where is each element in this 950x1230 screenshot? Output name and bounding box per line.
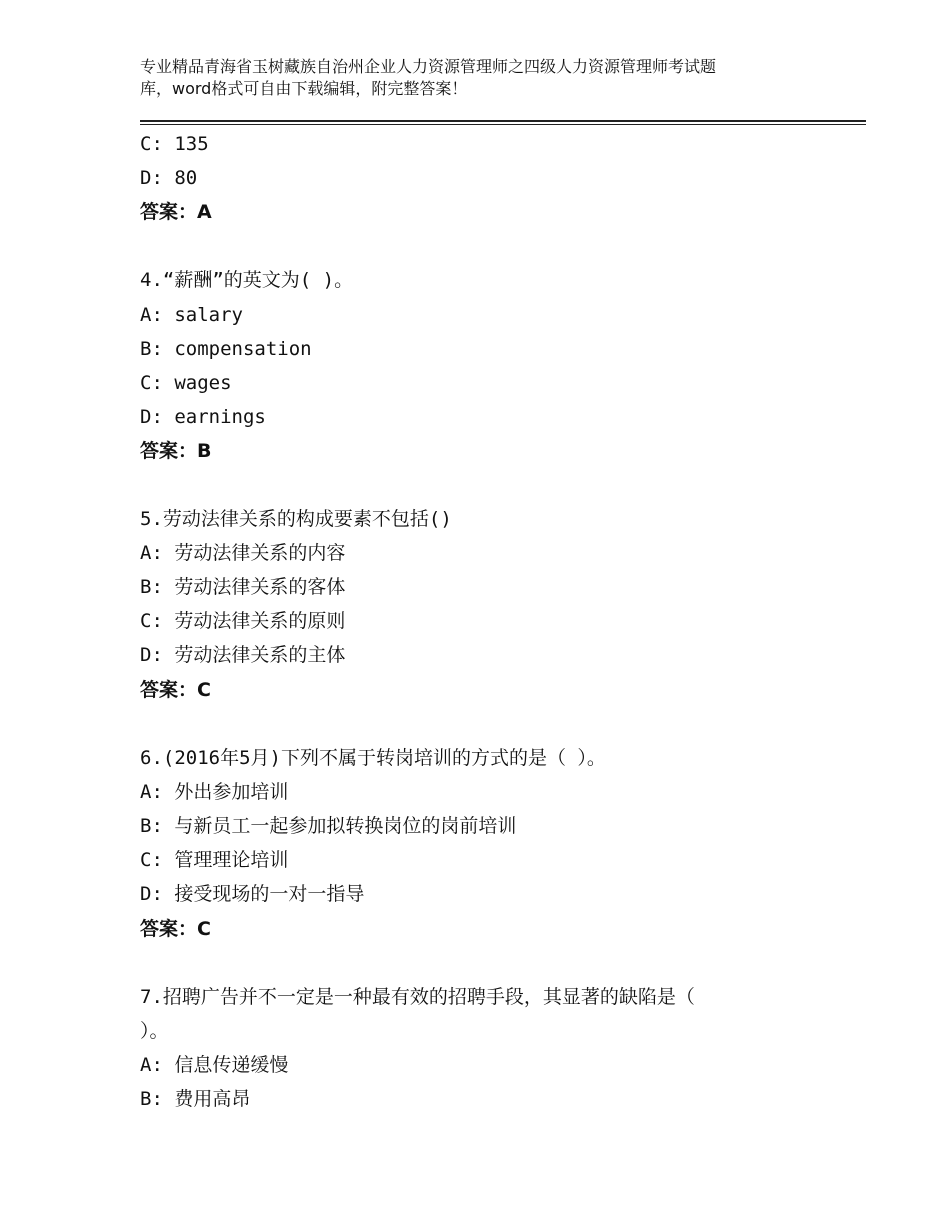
q5-option-d: D: 劳动法律关系的主体	[140, 644, 346, 666]
header-divider	[140, 120, 866, 122]
q3-answer: 答案：A	[140, 201, 212, 223]
header-title-line-2: 库，word格式可自由下载编辑，附完整答案！	[140, 79, 468, 98]
q6-option-d: D: 接受现场的一对一指导	[140, 883, 365, 905]
q4-option-a: A: salary	[140, 304, 243, 326]
q3-option-d: D: 80	[140, 167, 198, 189]
q6-option-b: B: 与新员工一起参加拟转换岗位的岗前培训	[140, 815, 517, 837]
q7-option-a: A: 信息传递缓慢	[140, 1054, 289, 1076]
header-title-line-1: 专业精品青海省玉树藏族自治州企业人力资源管理师之四级人力资源管理师考试题	[140, 57, 717, 76]
q4-option-d: D: earnings	[140, 406, 266, 428]
q6-question: 6.(2016年5月)下列不属于转岗培训的方式的是（ ）。	[140, 747, 606, 769]
q5-answer: 答案：C	[140, 679, 211, 701]
q4-option-b: B: compensation	[140, 338, 312, 360]
q5-question: 5.劳动法律关系的构成要素不包括()	[140, 508, 452, 530]
q3-option-c: C: 135	[140, 133, 209, 155]
q4-answer: 答案：B	[140, 440, 212, 462]
q5-option-a: A: 劳动法律关系的内容	[140, 542, 346, 564]
q6-answer: 答案：C	[140, 918, 211, 940]
q6-option-a: A: 外出参加培训	[140, 781, 289, 803]
q4-option-c: C: wages	[140, 372, 232, 394]
q7-option-b: B: 费用高昂	[140, 1088, 251, 1110]
header-divider-thin	[140, 124, 866, 125]
q4-question: 4.“薪酬”的英文为( )。	[140, 269, 354, 291]
q7-question-line-2: ）。	[140, 1020, 169, 1042]
document-header	[140, 56, 840, 100]
q6-option-c: C: 管理理论培训	[140, 849, 289, 871]
q5-option-b: B: 劳动法律关系的客体	[140, 576, 346, 598]
q5-option-c: C: 劳动法律关系的原则	[140, 610, 346, 632]
q7-question-line-1: 7.招聘广告并不一定是一种最有效的招聘手段，其显著的缺陷是（	[140, 986, 695, 1008]
